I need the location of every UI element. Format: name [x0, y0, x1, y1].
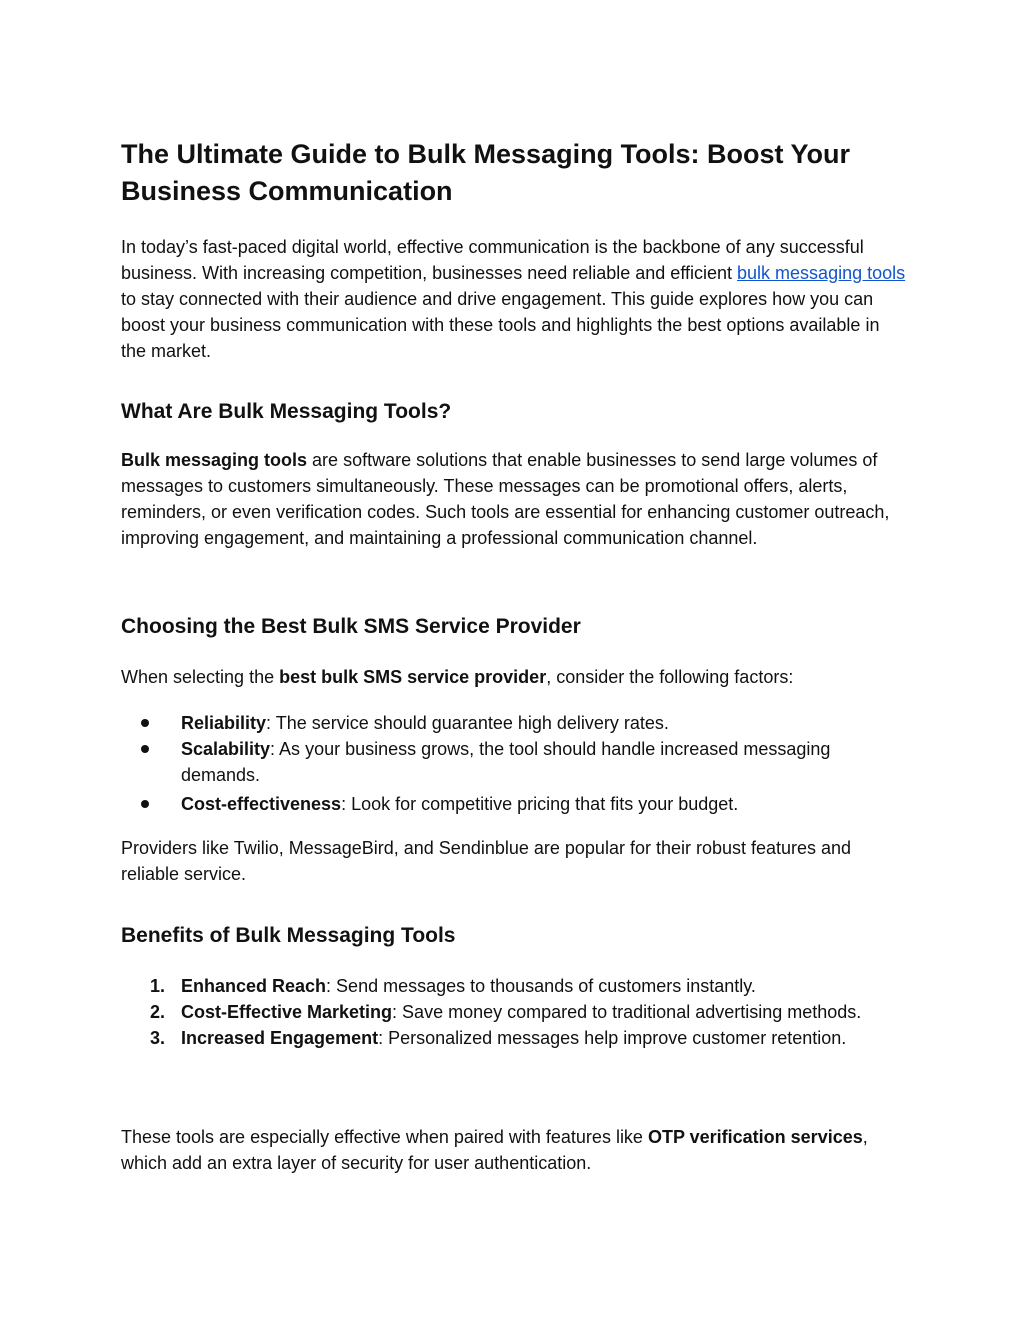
providers-paragraph: Providers like Twilio, MessageBird, and Sendinblue are popular for their robust features and reliable service.	[121, 838, 852, 884]
benefit-term: Increased Engagement	[181, 1028, 379, 1048]
benefit-desc: : Send messages to thousands of customers instantly.	[326, 976, 756, 996]
benefit-desc: : Personalized messages help improve customer retention.	[378, 1028, 847, 1048]
list-item	[121, 973, 871, 999]
list-item	[121, 710, 871, 736]
section-heading-what-are: What Are Bulk Messaging Tools?	[121, 400, 452, 423]
intro-text-before-link: In today’s fast-paced digital world, effective communication is the backbone of any successful business. With increasing competition, businesses need reliable and efficient	[121, 237, 864, 283]
choosing-lead-before: When selecting the	[121, 667, 280, 687]
definition-bold-lead: Bulk messaging tools	[121, 450, 308, 470]
list-item	[121, 999, 871, 1025]
factors-bullet-list	[121, 710, 911, 817]
bulk-messaging-tools-link[interactable]: bulk messaging tools	[737, 263, 906, 283]
definition-body: are software solutions that enable businesses to send large volumes of messages to customers simultaneously. These messages can be promotional offers, alerts, reminders, or even verification codes. Such tools are essential for enhancing customer outreach, improving engagement, and maintaining a professional communication channel.	[121, 450, 890, 548]
bullet-desc: : Look for competitive pricing that fits your budget.	[341, 794, 739, 814]
intro-text-after-link: to stay connected with their audience and drive engagement. This guide explores how you can boost your business communication with these tools and highlights the best options available in the market.	[121, 289, 880, 361]
closing-before: These tools are especially effective when paired with features like	[121, 1127, 648, 1147]
bullet-icon	[141, 800, 149, 808]
list-item	[121, 736, 871, 788]
bullet-desc: : As your business grows, the tool should handle increased messaging demands.	[181, 739, 831, 785]
benefit-desc: : Save money compared to traditional advertising methods.	[392, 1002, 862, 1022]
benefit-term: Enhanced Reach	[181, 976, 327, 996]
bullet-term: Scalability	[181, 739, 271, 759]
bullet-term: Reliability	[181, 713, 267, 733]
page-title: The Ultimate Guide to Bulk Messaging Tools: Boost Your Business Communication	[121, 139, 851, 206]
list-number: 3.	[150, 1028, 166, 1048]
closing-paragraph	[121, 1124, 906, 1176]
list-number: 2.	[150, 1002, 166, 1022]
choosing-lead-paragraph	[121, 664, 906, 690]
benefits-numbered-list	[121, 973, 911, 1051]
closing-after: , which add an extra layer of security for user authentication.	[121, 1127, 868, 1173]
benefit-term: Cost-Effective Marketing	[181, 1002, 393, 1022]
section-heading-choosing: Choosing the Best Bulk SMS Service Provider	[121, 615, 581, 638]
bullet-desc: : The service should guarantee high delivery rates.	[266, 713, 669, 733]
list-item	[121, 791, 871, 817]
closing-bold: OTP verification services	[647, 1127, 863, 1147]
choosing-lead-after: , consider the following factors:	[546, 667, 794, 687]
list-number: 1.	[150, 976, 166, 996]
list-item	[121, 1025, 871, 1051]
bullet-icon	[141, 719, 149, 727]
definition-paragraph	[121, 447, 906, 551]
bullet-term: Cost-effectiveness	[181, 794, 342, 814]
choosing-lead-bold: best bulk SMS service provider	[279, 667, 547, 687]
section-heading-benefits: Benefits of Bulk Messaging Tools	[121, 924, 456, 947]
bullet-icon	[141, 745, 149, 753]
intro-paragraph	[121, 234, 906, 364]
